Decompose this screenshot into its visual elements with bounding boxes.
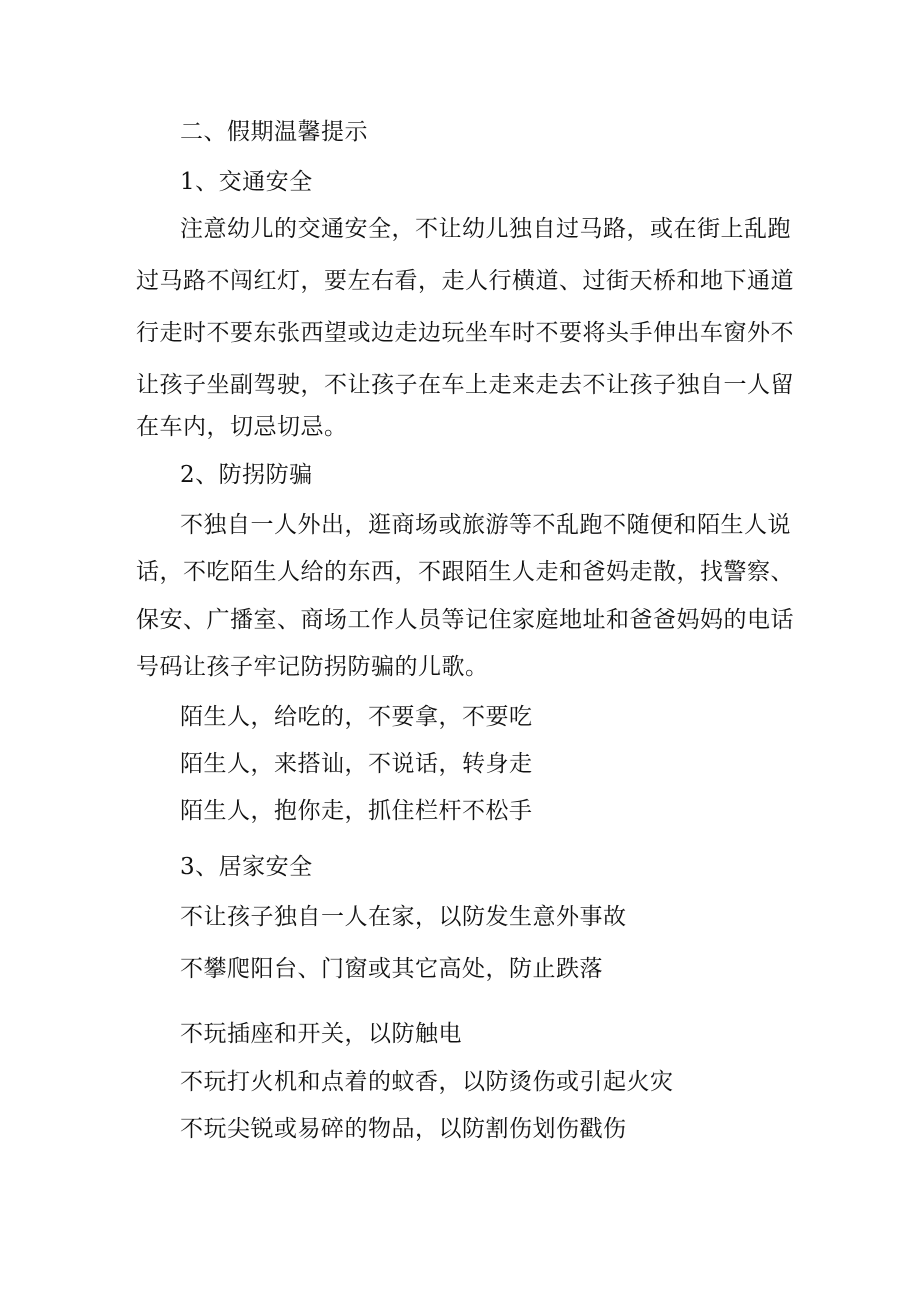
anti-abduction-paragraph-line: 话，不吃陌生人给的东西，不跟陌生人走和爸妈走散，找警察、 <box>136 559 794 585</box>
traffic-heading: 1、交通安全 <box>180 169 313 195</box>
traffic-paragraph-line: 注意幼儿的交通安全，不让幼儿独自过马路，或在街上乱跑 <box>180 216 791 242</box>
rhyme-line: 陌生人，抱你走，抓住栏杆不松手 <box>180 798 533 824</box>
home-safety-item: 不攀爬阳台、门窗或其它高处，防止跌落 <box>180 956 603 982</box>
traffic-paragraph-line: 在车内，切忌切忌。 <box>136 414 348 440</box>
traffic-paragraph-line: 让孩子坐副驾驶，不让孩子在车上走来走去不让孩子独自一人留 <box>136 372 794 398</box>
anti-abduction-heading: 2、防拐防骗 <box>180 462 313 488</box>
home-safety-item: 不玩打火机和点着的蚊香，以防烫伤或引起火灾 <box>180 1069 674 1095</box>
rhyme-line: 陌生人，给吃的，不要拿，不要吃 <box>180 704 533 730</box>
home-safety-item: 不玩尖锐或易碎的物品，以防割伤划伤戳伤 <box>180 1116 627 1142</box>
home-safety-item: 不玩插座和开关，以防触电 <box>180 1021 462 1047</box>
anti-abduction-paragraph-line: 保安、广播室、商场工作人员等记住家庭地址和爸爸妈妈的电话 <box>136 607 794 633</box>
anti-abduction-paragraph-line: 不独自一人外出，逛商场或旅游等不乱跑不随便和陌生人说 <box>180 512 791 538</box>
anti-abduction-paragraph-line: 号码让孩子牢记防拐防骗的儿歌。 <box>136 654 489 680</box>
section-heading: 二、假期温馨提示 <box>180 119 368 145</box>
home-heading: 3、居家安全 <box>180 854 313 880</box>
rhyme-line: 陌生人，来搭讪，不说话，转身走 <box>180 751 533 777</box>
traffic-paragraph-line: 行走时不要东张西望或边走边玩坐车时不要将头手伸出车窗外不 <box>136 320 794 346</box>
traffic-paragraph-line: 过马路不闯红灯，要左右看，走人行横道、过街天桥和地下通道 <box>136 268 794 294</box>
home-safety-item: 不让孩子独自一人在家，以防发生意外事故 <box>180 904 627 930</box>
